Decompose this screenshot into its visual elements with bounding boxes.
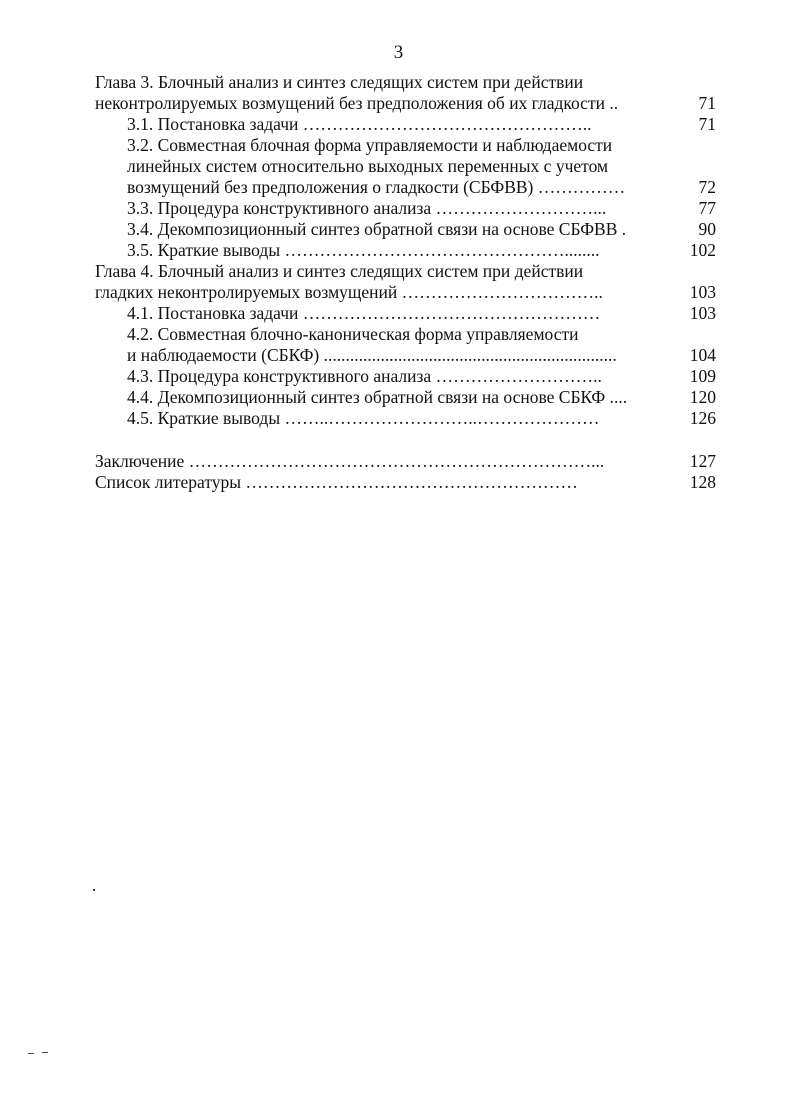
toc-section: [127, 198, 716, 219]
toc-conclusion: [95, 451, 716, 472]
scan-speck: [93, 889, 95, 891]
toc-entry-text: и наблюдаемости (СБКФ) ...................................................................: [127, 345, 617, 365]
toc-chapter-heading: [95, 261, 716, 282]
toc-page-number: 103: [689, 282, 716, 302]
toc-entry-text: 4.5. Краткие выводы ……..……………………..…………………: [127, 408, 600, 428]
toc-entry-text: 4.1. Постановка задачи ……………………………………………: [127, 303, 601, 323]
toc-section: [127, 345, 716, 366]
toc-entry-text: 3.2. Совместная блочная форма управляемости и наблюдаемости: [127, 135, 613, 155]
toc-entry-text: Список литературы …………………………………………………: [95, 472, 578, 492]
toc-entry-text: Глава 4. Блочный анализ и синтез следящих систем при действии: [95, 261, 584, 281]
toc-entry-text: 4.2. Совместная блочно-каноническая форма управляемости: [127, 324, 579, 344]
toc-entry-text: неконтролируемых возмущений без предположения об их гладкости ..: [95, 93, 619, 113]
toc-entry-text: 3.1. Постановка задачи …………………………………………..: [127, 114, 592, 134]
toc-page-number: 104: [689, 345, 716, 365]
toc-page-number: 109: [689, 366, 716, 386]
toc-section: [127, 303, 716, 324]
toc-section: [127, 366, 716, 387]
toc-section: [127, 240, 716, 261]
toc-section: [127, 135, 716, 156]
toc-entry-text: линейных систем относительно выходных переменных с учетом: [127, 156, 609, 176]
toc-section: [127, 219, 716, 240]
toc-page-number: 71: [698, 114, 716, 134]
toc-chapter-heading: [95, 282, 716, 303]
toc-page-number: 120: [689, 387, 716, 407]
toc-entry-text: возмущений без предположения о гладкости (СБФВВ) ……………: [127, 177, 626, 197]
toc-references: [95, 472, 716, 493]
toc-entry-text: 3.5. Краткие выводы …………………………………………........: [127, 240, 600, 260]
toc-entry-text: гладких неконтролируемых возмущений ……………………………..: [95, 282, 603, 302]
toc-page-number: 72: [698, 177, 716, 197]
toc-section: [127, 114, 716, 135]
toc-page-number: 71: [698, 93, 716, 113]
toc-section: [127, 387, 716, 408]
toc-chapter-heading: [95, 72, 716, 93]
toc-entry-text: Заключение ……………………………………………………………...: [95, 451, 605, 471]
toc-entry-text: 4.3. Процедура конструктивного анализа ………………………..: [127, 366, 602, 386]
scan-speck: [42, 1052, 48, 1053]
toc-entry-text: 3.3. Процедура конструктивного анализа ………………………...: [127, 198, 607, 218]
page-number: 3: [393, 42, 404, 63]
toc-section: [127, 408, 716, 429]
toc-page-number: 102: [689, 240, 716, 260]
toc-page-number: 128: [689, 472, 716, 492]
toc-entry-text: 3.4. Декомпозиционный синтез обратной связи на основе СБФВВ .: [127, 219, 627, 239]
toc-page-number: 103: [689, 303, 716, 323]
toc-entry-text: 4.4. Декомпозиционный синтез обратной связи на основе СБКФ ....: [127, 387, 628, 407]
toc-chapter-heading: [95, 93, 716, 114]
toc-section: [127, 324, 716, 345]
toc-page-number: 126: [689, 408, 716, 428]
toc-page-number: 127: [689, 451, 716, 471]
toc-section: [127, 177, 716, 198]
toc-section: [127, 156, 716, 177]
toc-page-number: 90: [698, 219, 716, 239]
toc-page-number: 77: [698, 198, 716, 218]
toc-entry-text: Глава 3. Блочный анализ и синтез следящих систем при действии: [95, 72, 584, 92]
scan-speck: [28, 1053, 34, 1054]
